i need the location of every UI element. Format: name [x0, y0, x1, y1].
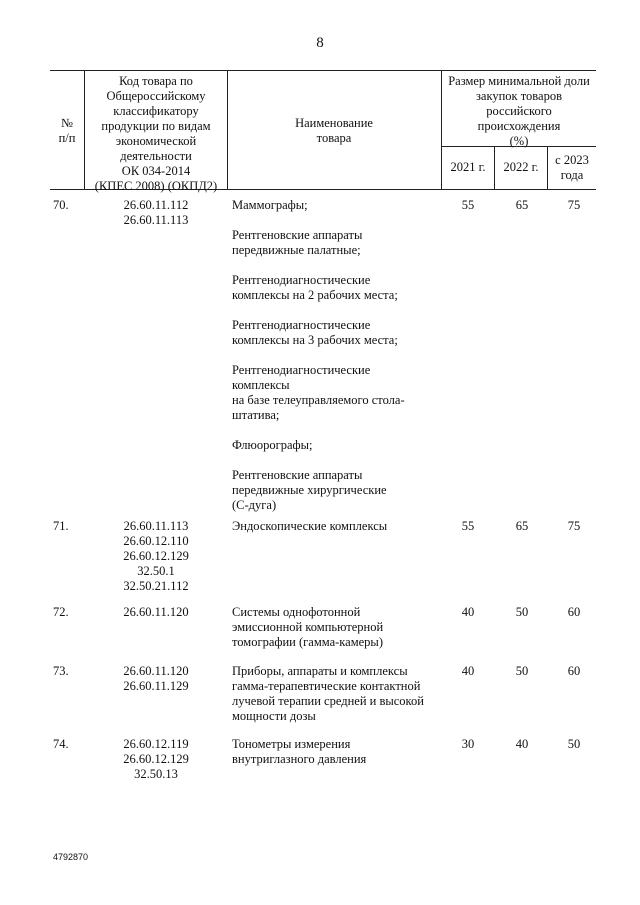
value-2021: 55 — [461, 519, 475, 533]
product-name: Рентгенодиагностические комплексы на базе телеуправляемого стола- штатива; — [232, 363, 405, 422]
value-2023: 50 — [567, 737, 581, 751]
value-2022: 50 — [515, 664, 529, 678]
row-number: 74. — [53, 737, 69, 751]
product-name: Маммографы; — [232, 198, 308, 212]
row-codes: 26.60.12.119 26.60.12.129 32.50.13 — [123, 737, 189, 781]
value-2022: 65 — [515, 198, 529, 212]
product-name: Рентгеновские аппараты передвижные хирургические (С-дуга) — [232, 468, 387, 512]
row-number: 73. — [53, 664, 69, 678]
col-divider-1 — [84, 70, 85, 190]
value-2021: 40 — [461, 605, 475, 619]
product-name: Приборы, аппараты и комплексы гамма-терапевтические контактной лучевой терапии средней и высокой мощности дозы — [232, 664, 424, 723]
value-2023: 75 — [567, 519, 581, 533]
value-2021: 40 — [461, 664, 475, 678]
row-codes: 26.60.11.112 26.60.11.113 — [123, 198, 189, 227]
value-2021: 55 — [461, 198, 475, 212]
table-top-rule — [50, 70, 596, 71]
value-2023: 60 — [567, 605, 581, 619]
product-name: Тонометры измерения внутриглазного давления — [232, 737, 367, 766]
product-name: Рентгенодиагностические комплексы на 2 рабочих места; — [232, 273, 398, 302]
row-codes: 26.60.11.120 26.60.11.129 — [123, 664, 189, 693]
product-name: Рентгенодиагностические комплексы на 3 рабочих места; — [232, 318, 398, 347]
header-year-2023: с 2023 года — [555, 153, 589, 182]
value-2021: 30 — [461, 737, 475, 751]
header-share: Размер минимальной доли закупок товаров российского происхождения (%) — [448, 74, 590, 148]
header-year-2021: 2021 г. — [450, 160, 486, 174]
value-2022: 50 — [515, 605, 529, 619]
row-codes: 26.60.11.113 26.60.12.110 26.60.12.129 32.50.1 32.50.21.112 — [123, 519, 189, 593]
product-name: Системы однофотонной эмиссионной компьютерной томографии (гамма-камеры) — [232, 605, 384, 649]
value-2023: 60 — [567, 664, 581, 678]
row-names — [232, 737, 440, 782]
row-names — [232, 519, 440, 549]
header-name: Наименование товара — [295, 116, 373, 145]
page-number: 8 — [316, 35, 324, 51]
product-name: Эндоскопические комплексы — [232, 519, 388, 533]
header-year-2022: 2022 г. — [503, 160, 539, 174]
row-number: 70. — [53, 198, 69, 212]
document-code: 4792870 — [53, 852, 89, 862]
product-name: Рентгеновские аппараты передвижные палатные; — [232, 228, 363, 257]
row-codes: 26.60.11.120 — [123, 605, 189, 619]
col-divider-2 — [227, 70, 228, 190]
header-code: Код товара по Общероссийскому классификатору продукции по видам экономической деятельности ОК 034-2014 (КПЕС 2008) (ОКПД2) — [94, 74, 218, 193]
row-names — [232, 605, 440, 665]
product-name: Флюорографы; — [232, 438, 313, 452]
row-number: 72. — [53, 605, 69, 619]
value-2022: 65 — [515, 519, 529, 533]
row-names — [232, 664, 440, 739]
header-num: № п/п — [58, 116, 76, 145]
value-2022: 40 — [515, 737, 529, 751]
row-number: 71. — [53, 519, 69, 533]
value-2023: 75 — [567, 198, 581, 212]
row-names — [232, 198, 440, 528]
